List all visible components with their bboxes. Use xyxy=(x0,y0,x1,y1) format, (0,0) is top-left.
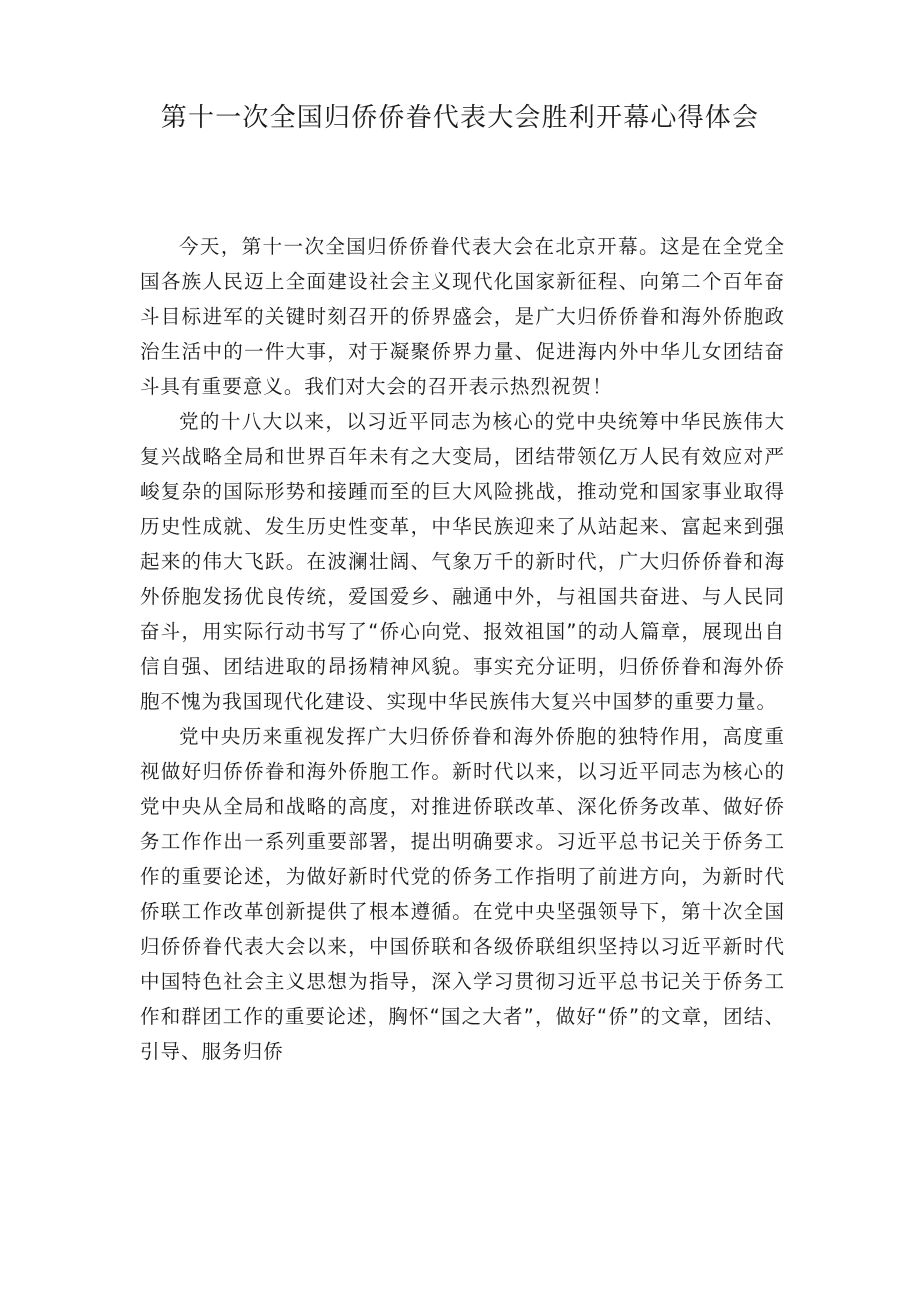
document-title: 第十一次全国归侨侨眷代表大会胜利开幕心得体会 xyxy=(160,103,760,133)
document-body xyxy=(140,229,785,1069)
paragraph-1: 今天，第十一次全国归侨侨眷代表大会在北京开幕。这是在全党全国各族人民迈上全面建设社会主义现代化国家新征程、向第二个百年奋斗目标进军的关键时刻召开的侨界盛会，是广大归侨侨眷和海外侨胞政治生活中的一件大事，对于凝聚侨界力量、促进海内外中华儿女团结奋斗具有重要意义。我们对大会的召开表示热烈祝贺！ xyxy=(140,235,785,398)
paragraph-2: 党的十八大以来，以习近平同志为核心的党中央统筹中华民族伟大复兴战略全局和世界百年未有之大变局，团结带领亿万人民有效应对严峻复杂的国际形势和接踵而至的巨大风险挑战，推动党和国家事业取得历史性成就、发生历史性变革，中华民族迎来了从站起来、富起来到强起来的伟大飞跃。在波澜壮阔、气象万千的新时代，广大归侨侨眷和海外侨胞发扬优良传统，爱国爱乡、融通中外，与祖国共奋进、与人民同奋斗，用实际行动书写了“侨心向党、报效祖国”的动人篇章，展现出自信自强、团结进取的昂扬精神风貌。事实充分证明，归侨侨眷和海外侨胞不愧为我国现代化建设、实现中华民族伟大复兴中国梦的重要力量。 xyxy=(140,410,785,713)
paragraph-3: 党中央历来重视发挥广大归侨侨眷和海外侨胞的独特作用，高度重视做好归侨侨眷和海外侨胞工作。新时代以来，以习近平同志为核心的党中央从全局和战略的高度，对推进侨联改革、深化侨务改革、做好侨务工作作出一系列重要部署，提出明确要求。习近平总书记关于侨务工作的重要论述，为做好新时代党的侨务工作指明了前进方向，为新时代侨联工作改革创新提供了根本遵循。在党中央坚强领导下，第十次全国归侨侨眷代表大会以来，中国侨联和各级侨联组织坚持以习近平新时代中国特色社会主义思想为指导，深入学习贯彻习近平总书记关于侨务工作和群团工作的重要论述，胸怀“国之大者”，做好“侨”的文章，团结、引导、服务归侨 xyxy=(140,725,785,1063)
